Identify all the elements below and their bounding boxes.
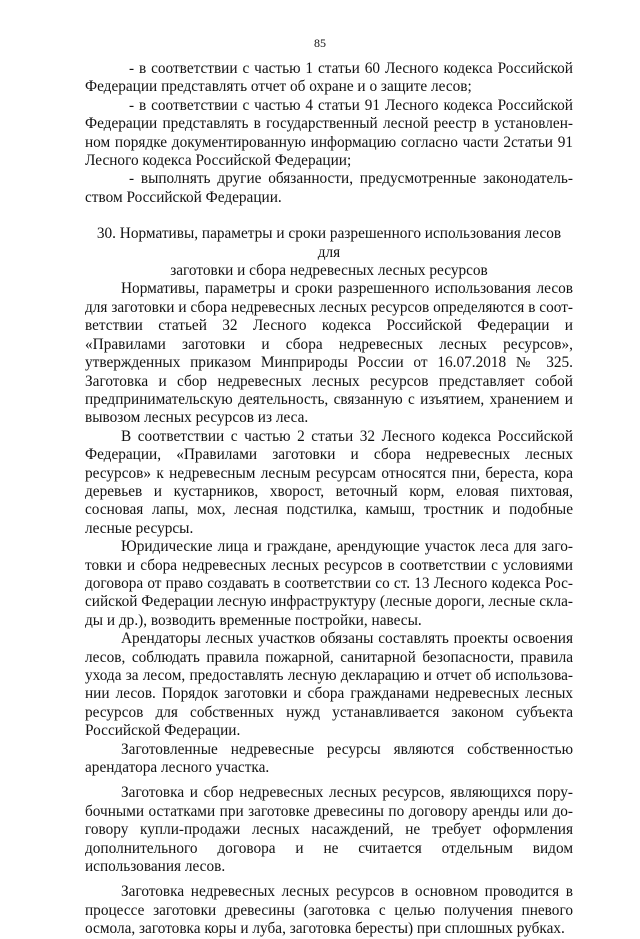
paragraph: Арендаторы лесных участков обязаны составлять проекты освоения лесов, соблюдать правила пожарной, санитарной безопасности, правила ухода за лесом, предоставлять лесную декларацию и отчет об использовании лесов. Порядок заготовки и сбора гражданами недревесных лесных ресурсов для собственных нужд устанавливается законом субъекта Российской Федерации. xyxy=(85,630,573,740)
list-item: - в соответствии с частью 4 статьи 91 Лесного кодекса Российской Федерации представлять в государственный лесной реестр в установленном порядке документированную информацию согласно части 2статьи 91 Лесного кодекса Российской Федерации; xyxy=(85,96,573,170)
paragraph: Юридические лица и граждане, арендующие участок леса для заготовки и сбора недревесных лесных ресурсов в соответствии с условиями договора от право создавать в соответствии со ст. 13 Лесного кодекса Российской Федерации лесную инфраструктуру (лесные дороги, лесные склады и др.), возводить временные постройки, навесы. xyxy=(85,538,573,629)
paragraph: Заготовка недревесных лесных ресурсов в основном проводится в процессе заготовки древесины (заготовка с целью получения пневого осмола, заготовка коры и луба, заготовка бересты) при сплошных рубках. xyxy=(85,883,573,938)
document-body xyxy=(85,60,573,939)
paragraph: Нормативы, параметры и сроки разрешенного использования лесов для заготовки и сбора недревесных лесных ресурсов определяются в соответствии статьей 32 Лесного кодекса Российской Федерации и «Правилами заготовки и сбора недревесных лесных ресурсов», утвержденных приказом Минприроды России от 16.07.2018 № 325. Заготовка и сбор недревесных лесных ресурсов представляет собой предпринимательскую деятельность, связанную с изъятием, хранением и вывозом лесных ресурсов из леса. xyxy=(85,280,573,427)
paragraph: В соответствии с частью 2 статьи 32 Лесного кодекса Российской Федерации, «Правилами заготовки и сбора недревесных лесных ресурсов» к недревесным лесным ресурсам относятся пни, береста, кора деревьев и кустарников, хворост, веточный корм, еловая пихтовая, сосновая лапы, мох, лесная подстилка, камыш, тростник и подобные лесные ресурсы. xyxy=(85,427,573,537)
list-item: - выполнять другие обязанности, предусмотренные законодательством Российской Федерации. xyxy=(85,170,573,206)
paragraph: Заготовка и сбор недревесных лесных ресурсов, являющихся порубочными остатками при заготовке древесины по договору аренды или договору купли-продажи лесных насаждений, не требует оформления дополнительного договора и не считается отдельным видом использования лесов. xyxy=(85,784,573,876)
section-heading-line: 30. Нормативы, параметры и сроки разрешенного использования лесов для xyxy=(96,225,562,261)
list-item: - в соответствии с частью 1 статьи 60 Лесного кодекса Российской Федерации представлять отчет об охране и о защите лесов; xyxy=(85,60,573,96)
paragraph: Заготовленные недревесные ресурсы являются собственностью арендатора лесного участка. xyxy=(85,740,573,777)
section-heading xyxy=(85,225,573,280)
page-number: 85 xyxy=(314,36,326,50)
section-heading-line: заготовки и сбора недревесных лесных ресурсов xyxy=(170,262,488,280)
